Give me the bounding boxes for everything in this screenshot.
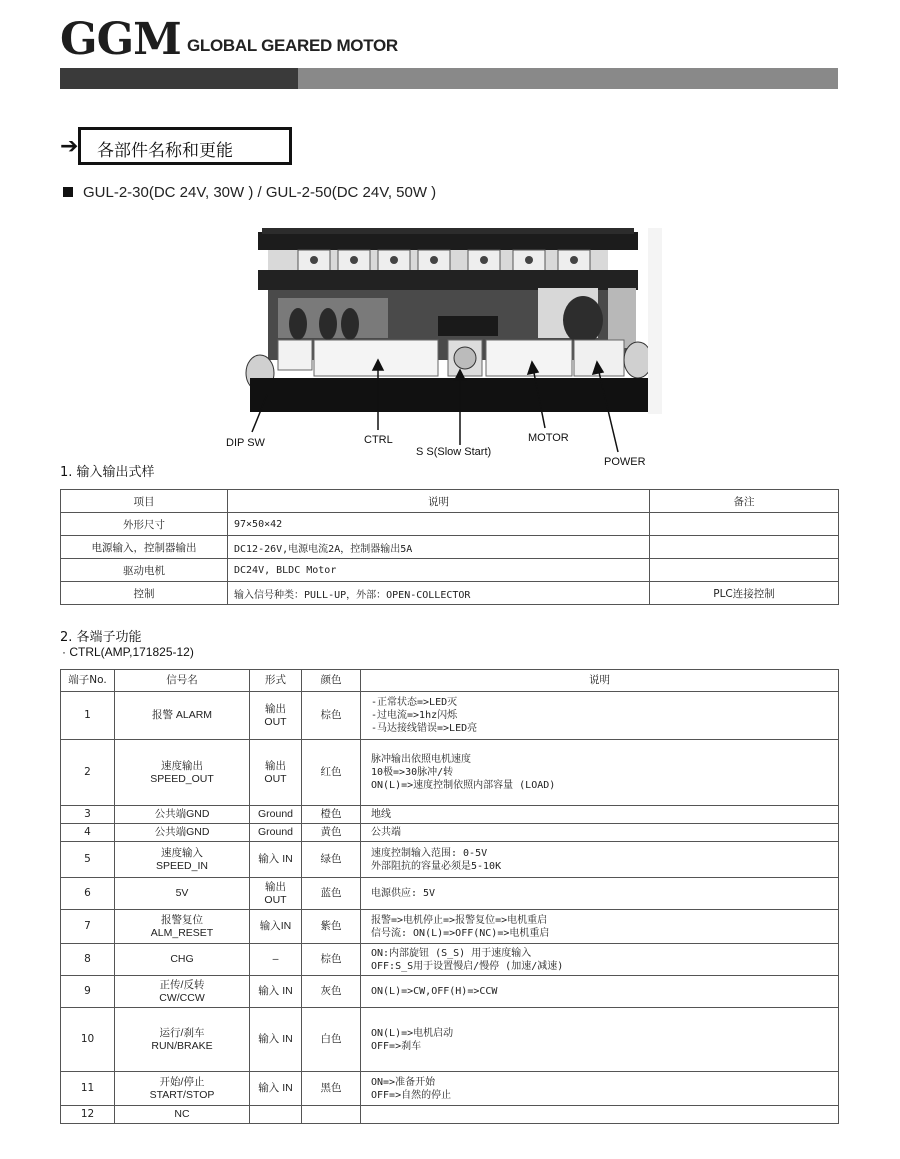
term-signal bbox=[115, 1008, 250, 1072]
term-desc-line: 脉冲输出依照电机速度 bbox=[371, 754, 471, 765]
term-signal bbox=[115, 910, 250, 944]
table-row bbox=[61, 806, 839, 824]
term-desc bbox=[361, 740, 839, 806]
table-row bbox=[61, 513, 839, 536]
term-signal-line: RUN/BRAKE bbox=[151, 1039, 213, 1052]
term-signal bbox=[115, 842, 250, 878]
table-row bbox=[61, 842, 839, 878]
model-text: GUL-2-30(DC 24V, 30W ) / GUL-2-50(DC 24V, 50W ) bbox=[83, 184, 437, 201]
term-color-line: 紫色 bbox=[320, 920, 342, 932]
term-type-line: OUT bbox=[264, 893, 287, 906]
term-type bbox=[250, 824, 302, 842]
term-color-line: 橙色 bbox=[320, 808, 342, 820]
photo-leader-lines bbox=[0, 0, 900, 480]
spec-item: 驱动电机 bbox=[61, 559, 228, 582]
term-desc-line: -马达接线错误=>LED亮 bbox=[371, 723, 478, 734]
table-row bbox=[61, 692, 839, 740]
table-row bbox=[61, 824, 839, 842]
term-desc-line: 速度控制输入范围: 0-5V bbox=[371, 847, 488, 859]
term-type-line: – bbox=[272, 953, 279, 965]
term-color-line: 蓝色 bbox=[320, 887, 342, 899]
term-signal-line: 速度输出 bbox=[161, 759, 203, 772]
spec-desc: 97×50×42 bbox=[228, 513, 650, 536]
spec-desc: DC24V, BLDC Motor bbox=[228, 559, 650, 582]
table-row bbox=[61, 740, 839, 806]
term-signal bbox=[115, 944, 250, 976]
term-no-line: 6 bbox=[84, 887, 91, 899]
term-type bbox=[250, 806, 302, 824]
table-row bbox=[61, 582, 839, 605]
term-signal-line: 公共端GND bbox=[154, 826, 210, 838]
term-type-line: 输入 IN bbox=[258, 1082, 293, 1094]
term-desc-line: ON=>准备开始 bbox=[371, 1076, 436, 1088]
term-type bbox=[250, 976, 302, 1008]
term-type-line: 输入IN bbox=[259, 920, 292, 932]
spec-heading: 1. 输入输出式样 bbox=[60, 465, 155, 480]
spec-desc: DC12-26V,电源电流2A，控制器输出5A bbox=[228, 536, 650, 559]
term-signal-line: 速度输入 bbox=[161, 846, 203, 859]
spec-note: PLC连接控制 bbox=[650, 582, 839, 605]
term-desc bbox=[361, 1072, 839, 1106]
term-desc-line: 外部阻抗的容量必须是5-10K bbox=[371, 860, 502, 872]
term-no-line: 4 bbox=[84, 826, 91, 838]
table-row bbox=[61, 976, 839, 1008]
term-signal-line: ALM_RESET bbox=[150, 926, 214, 939]
term-desc-line: OFF:S_S用于设置慢启/慢停 (加速/减速) bbox=[371, 960, 564, 972]
term-no bbox=[61, 976, 115, 1008]
term-signal bbox=[115, 824, 250, 842]
term-color bbox=[302, 806, 361, 824]
terminal-table-body bbox=[61, 692, 839, 1124]
term-desc-line: -过电流=>1hz闪烁 bbox=[371, 710, 458, 721]
table-row bbox=[61, 1106, 839, 1124]
term-color-line: 灰色 bbox=[320, 985, 342, 997]
term-desc-line: OFF=>自然的停止 bbox=[371, 1089, 452, 1101]
label-ctrl: CTRL bbox=[364, 434, 393, 446]
term-signal-line: 运行/刹车 bbox=[159, 1026, 205, 1039]
term-type-line: OUT bbox=[264, 715, 287, 728]
term-color-line: 绿色 bbox=[320, 853, 342, 865]
term-type-line: Ground bbox=[257, 808, 294, 820]
term-no bbox=[61, 910, 115, 944]
term-header-desc: 说明 bbox=[361, 670, 839, 692]
term-signal-line: SPEED_IN bbox=[156, 859, 208, 872]
term-no-line: 11 bbox=[80, 1082, 95, 1094]
term-signal-line: CW/CCW bbox=[159, 991, 205, 1004]
term-desc-line: 报警=>电机停止=>报警复位=>电机重启 bbox=[371, 914, 548, 926]
term-no bbox=[61, 1106, 115, 1124]
term-color bbox=[302, 1008, 361, 1072]
term-desc-line: ON(L)=>电机启动 bbox=[371, 1027, 454, 1039]
term-type bbox=[250, 910, 302, 944]
term-type bbox=[250, 692, 302, 740]
term-desc bbox=[361, 976, 839, 1008]
term-type-line: 输出 bbox=[265, 880, 286, 893]
label-power: POWER bbox=[604, 456, 646, 468]
term-signal-line: 报警复位 bbox=[161, 913, 203, 926]
term-color-line: 红色 bbox=[320, 766, 342, 778]
term-no-line: 10 bbox=[80, 1033, 95, 1045]
term-type bbox=[250, 1072, 302, 1106]
term-type-line: 输入 IN bbox=[258, 985, 293, 997]
term-signal bbox=[115, 878, 250, 910]
term-signal-line: 公共端GND bbox=[154, 808, 210, 820]
label-dip-sw: DIP SW bbox=[226, 437, 265, 449]
term-type-line: 输入 IN bbox=[258, 853, 293, 865]
term-color-line: 棕色 bbox=[320, 953, 342, 965]
term-signal-line: CHG bbox=[170, 953, 194, 965]
term-color bbox=[302, 842, 361, 878]
term-desc-line: 信号流: ON(L)=>OFF(NC)=>电机重启 bbox=[371, 927, 550, 939]
term-subheading: · CTRL(AMP,171825-12) bbox=[62, 645, 194, 659]
term-signal-line: START/STOP bbox=[149, 1088, 215, 1101]
term-type bbox=[250, 944, 302, 976]
spec-item: 控制 bbox=[61, 582, 228, 605]
term-color-line: 黑色 bbox=[320, 1082, 342, 1094]
term-color bbox=[302, 740, 361, 806]
term-signal-line: NC bbox=[174, 1108, 190, 1120]
term-desc bbox=[361, 842, 839, 878]
term-type bbox=[250, 878, 302, 910]
term-desc-line: ON:内部旋钮 (S_S) 用于速度输入 bbox=[371, 947, 532, 959]
term-signal bbox=[115, 976, 250, 1008]
table-row bbox=[61, 1072, 839, 1106]
term-desc-line: 公共端 bbox=[371, 827, 401, 838]
term-signal-line: 报警 ALARM bbox=[151, 709, 213, 721]
spec-table bbox=[60, 489, 839, 605]
term-desc-line: 10极=>30脉冲/转 bbox=[371, 767, 454, 778]
table-row bbox=[61, 910, 839, 944]
term-no bbox=[61, 692, 115, 740]
label-slow-start: S S(Slow Start) bbox=[416, 446, 492, 458]
term-header-color: 颜色 bbox=[302, 670, 361, 692]
term-signal-line: 5V bbox=[175, 887, 189, 899]
brand-logo: GGM bbox=[60, 14, 181, 65]
term-type bbox=[250, 1106, 302, 1124]
term-signal-line: 正传/反转 bbox=[159, 978, 205, 991]
term-header-row bbox=[61, 670, 839, 692]
term-type bbox=[250, 740, 302, 806]
term-no bbox=[61, 806, 115, 824]
term-no bbox=[61, 944, 115, 976]
term-desc-line: -正常状态=>LED灭 bbox=[371, 697, 458, 708]
term-signal bbox=[115, 1072, 250, 1106]
term-color bbox=[302, 1072, 361, 1106]
term-color bbox=[302, 944, 361, 976]
term-desc-line: 电源供应: 5V bbox=[371, 888, 436, 899]
spec-desc: 输入信号种类：PULL-UP，外部：OPEN-COLLECTOR bbox=[228, 582, 650, 605]
term-color-line: 棕色 bbox=[320, 709, 342, 721]
label-motor: MOTOR bbox=[528, 432, 569, 444]
arrow-right-icon: ➔ bbox=[60, 134, 79, 159]
term-no bbox=[61, 1072, 115, 1106]
term-no-line: 12 bbox=[80, 1108, 95, 1120]
term-type-line: 输出 bbox=[265, 702, 286, 715]
term-no-line: 3 bbox=[84, 808, 91, 820]
term-type-line: 输入 IN bbox=[258, 1033, 293, 1045]
term-type-line: 输出 bbox=[265, 759, 286, 772]
term-signal bbox=[115, 806, 250, 824]
term-type bbox=[250, 1008, 302, 1072]
term-no bbox=[61, 824, 115, 842]
term-signal bbox=[115, 1106, 250, 1124]
term-desc bbox=[361, 910, 839, 944]
table-row bbox=[61, 536, 839, 559]
term-desc bbox=[361, 878, 839, 910]
term-no-line: 2 bbox=[84, 766, 91, 778]
table-row bbox=[61, 559, 839, 582]
section-title: 各部件名称和更能 bbox=[97, 141, 233, 161]
table-row bbox=[61, 944, 839, 976]
spec-header-note: 备注 bbox=[650, 490, 839, 513]
term-color bbox=[302, 824, 361, 842]
term-no bbox=[61, 878, 115, 910]
term-color-line: 黄色 bbox=[320, 826, 342, 838]
term-color bbox=[302, 910, 361, 944]
spec-header-item: 项目 bbox=[61, 490, 228, 513]
term-desc-line: 地线 bbox=[371, 809, 391, 820]
spec-note bbox=[650, 559, 839, 582]
brand-subtitle: GLOBAL GEARED MOTOR bbox=[187, 36, 398, 55]
term-type-line: OUT bbox=[264, 772, 287, 785]
term-header-type: 形式 bbox=[250, 670, 302, 692]
term-desc bbox=[361, 1008, 839, 1072]
spec-header-row bbox=[61, 490, 839, 513]
term-signal-line: 开始/停止 bbox=[159, 1075, 205, 1088]
term-no-line: 9 bbox=[84, 985, 91, 997]
spec-note bbox=[650, 536, 839, 559]
term-no-line: 8 bbox=[84, 953, 91, 965]
spec-item: 电源输入，控制器输出 bbox=[61, 536, 228, 559]
term-desc-line: OFF=>刹车 bbox=[371, 1040, 422, 1052]
term-signal bbox=[115, 692, 250, 740]
table-row bbox=[61, 878, 839, 910]
table-row bbox=[61, 1008, 839, 1072]
term-type-line: Ground bbox=[257, 826, 294, 838]
term-no-line: 5 bbox=[84, 853, 91, 865]
term-color-line: 白色 bbox=[320, 1033, 342, 1045]
term-signal bbox=[115, 740, 250, 806]
term-desc bbox=[361, 806, 839, 824]
term-no-line: 1 bbox=[84, 709, 91, 721]
term-header-name: 信号名 bbox=[115, 670, 250, 692]
term-color bbox=[302, 878, 361, 910]
term-desc bbox=[361, 944, 839, 976]
term-no bbox=[61, 740, 115, 806]
term-color bbox=[302, 976, 361, 1008]
term-color bbox=[302, 692, 361, 740]
term-desc-line: ON(L)=>CW,OFF(H)=>CCW bbox=[371, 986, 498, 997]
term-desc bbox=[361, 824, 839, 842]
spec-header-desc: 说明 bbox=[228, 490, 650, 513]
spec-note bbox=[650, 513, 839, 536]
term-desc bbox=[361, 692, 839, 740]
term-type bbox=[250, 842, 302, 878]
term-header-no: 端子No. bbox=[61, 670, 115, 692]
term-desc bbox=[361, 1106, 839, 1124]
terminal-table bbox=[60, 669, 839, 1124]
term-no bbox=[61, 1008, 115, 1072]
term-color bbox=[302, 1106, 361, 1124]
spec-item: 外形尺寸 bbox=[61, 513, 228, 536]
term-desc-line: ON(L)=>速度控制依照内部容量 (LOAD) bbox=[371, 780, 556, 791]
term-signal-line: SPEED_OUT bbox=[150, 772, 214, 785]
term-no bbox=[61, 842, 115, 878]
term-no-line: 7 bbox=[84, 920, 91, 932]
term-heading: 2. 各端子功能 bbox=[60, 630, 142, 645]
